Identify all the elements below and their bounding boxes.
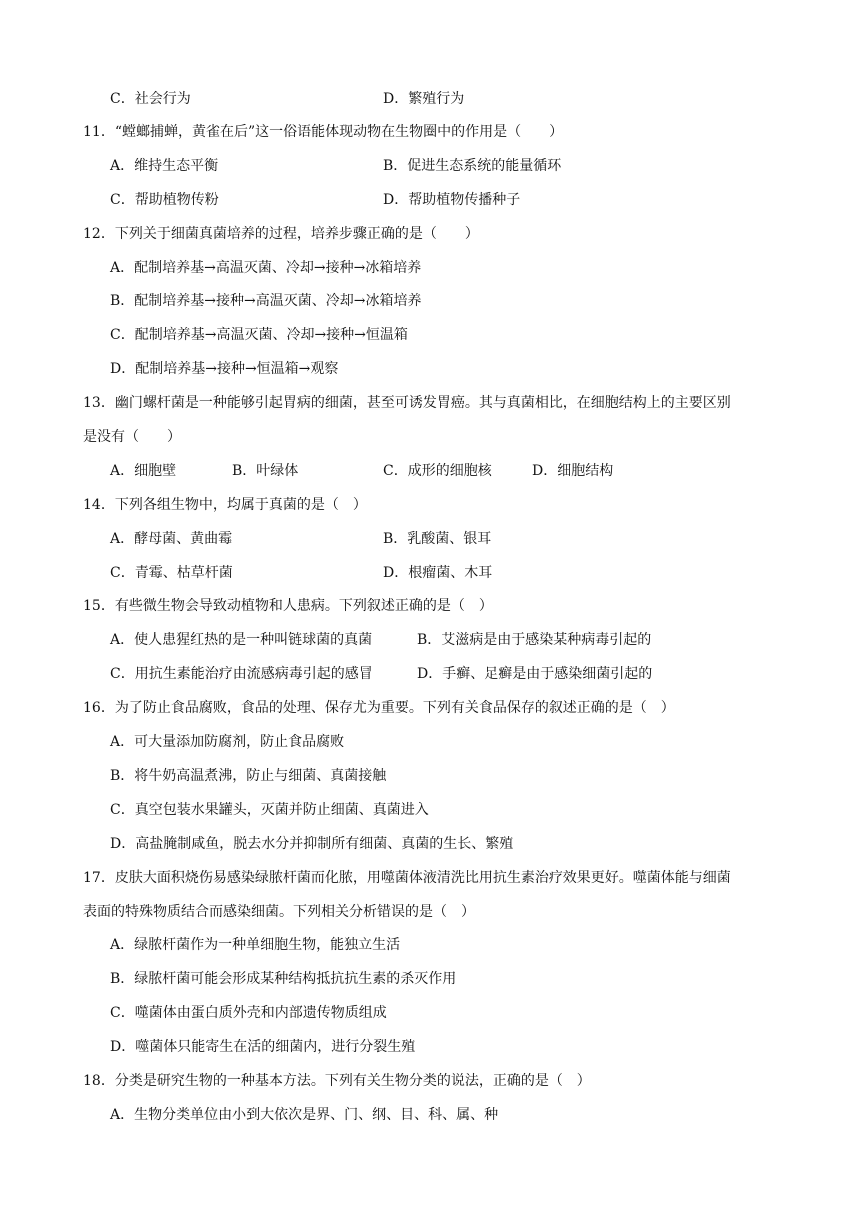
- q10-option-c: C．社会行为: [110, 91, 191, 107]
- q14-option-c: C．青霉、枯草杆菌: [110, 565, 233, 581]
- q12-option-d: D．配制培养基→接种→恒温箱→观察: [110, 361, 339, 377]
- q12-stem: 12．下列关于细菌真菌培养的过程，培养步骤正确的是（ ）: [83, 226, 479, 242]
- q16-option-c: C．真空包装水果罐头，灭菌并防止细菌、真菌进入: [110, 802, 429, 818]
- q12-option-a: A．配制培养基→高温灭菌、冷却→接种→冰箱培养: [110, 260, 422, 276]
- q14-stem: 14．下列各组生物中，均属于真菌的是（ ）: [83, 497, 367, 513]
- q16-stem: 16．为了防止食品腐败，食品的处理、保存尤为重要。下列有关食品保存的叙述正确的是（ ）: [83, 700, 675, 716]
- q15-option-a: A．使人患猩红热的是一种叫链球菌的真菌: [110, 632, 373, 648]
- q13-stem-line2: 是没有（ ）: [83, 429, 181, 445]
- q14-option-b: B．乳酸菌、银耳: [383, 531, 492, 547]
- q14-option-a: A．酵母菌、黄曲霉: [110, 531, 233, 547]
- q13-option-a: A．细胞壁: [110, 463, 177, 479]
- q15-option-b: B．艾滋病是由于感染某种病毒引起的: [417, 632, 652, 648]
- q14-option-d: D．根瘤菌、木耳: [383, 565, 493, 581]
- q15-option-c: C．用抗生素能治疗由流感病毒引起的感冒: [110, 666, 373, 682]
- q13-option-c: C．成形的细胞核: [383, 463, 492, 479]
- q11-option-b: B．促进生态系统的能量循环: [383, 158, 562, 174]
- q17-option-b: B．绿脓杆菌可能会形成某种结构抵抗抗生素的杀灭作用: [110, 971, 457, 987]
- q17-stem-line2: 表面的特殊物质结合而感染细菌。下列相关分析错误的是（ ）: [83, 904, 475, 920]
- q16-option-a: A．可大量添加防腐剂，防止食品腐败: [110, 734, 345, 750]
- q17-option-c: C．噬菌体由蛋白质外壳和内部遗传物质组成: [110, 1005, 387, 1021]
- q18-option-a: A．生物分类单位由小到大依次是界、门、纲、目、科、属、种: [110, 1107, 499, 1123]
- q11-option-a: A．维持生态平衡: [110, 158, 219, 174]
- q12-option-b: B．配制培养基→接种→高温灭菌、冷却→冰箱培养: [110, 293, 422, 309]
- q17-option-a: A．绿脓杆菌作为一种单细胞生物，能独立生活: [110, 937, 401, 953]
- q11-option-d: D．帮助植物传播种子: [383, 192, 521, 208]
- q13-option-b: B．叶绿体: [232, 463, 299, 479]
- q13-stem-line1: 13．幽门螺杆菌是一种能够引起胃病的细菌，甚至可诱发胃癌。其与真菌相比，在细胞结构上的主要区别: [83, 395, 731, 411]
- q11-option-c: C．帮助植物传粉: [110, 192, 219, 208]
- q15-stem: 15．有些微生物会导致动植物和人患病。下列叙述正确的是（ ）: [83, 598, 493, 614]
- q16-option-b: B．将牛奶高温煮沸，防止与细菌、真菌接触: [110, 768, 387, 784]
- q15-option-d: D．手癣、足癣是由于感染细菌引起的: [417, 666, 653, 682]
- q17-option-d: D．噬菌体只能寄生在活的细菌内，进行分裂生殖: [110, 1039, 416, 1055]
- q16-option-d: D．高盐腌制咸鱼，脱去水分并抑制所有细菌、真菌的生长、繁殖: [110, 836, 514, 852]
- q10-option-d: D．繁殖行为: [383, 91, 465, 107]
- q12-option-c: C．配制培养基→高温灭菌、冷却→接种→恒温箱: [110, 327, 408, 343]
- q13-option-d: D．细胞结构: [532, 463, 614, 479]
- q11-stem: 11．“螳螂捕蝉，黄雀在后”这一俗语能体现动物在生物圈中的作用是（ ）: [83, 124, 564, 140]
- q17-stem-line1: 17．皮肤大面积烧伤易感染绿脓杆菌而化脓，用噬菌体液清洗比用抗生素治疗效果更好。噬菌体能与细菌: [83, 870, 731, 886]
- q18-stem: 18．分类是研究生物的一种基本方法。下列有关生物分类的说法，正确的是（ ）: [83, 1073, 591, 1089]
